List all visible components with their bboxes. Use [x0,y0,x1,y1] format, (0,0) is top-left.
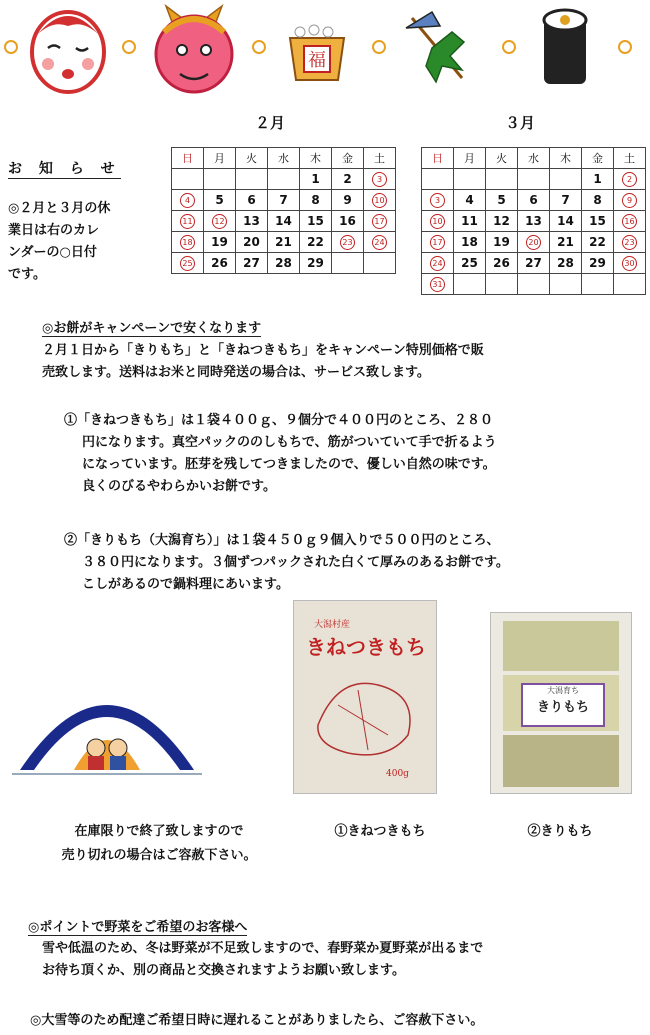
weekday-header: 土 [614,148,646,169]
closed-day-circle: 23 [340,235,355,250]
calendar-day: 27 [518,253,550,274]
kinetsuki-pack-sub: 大潟村産 [314,620,351,630]
calendar-day: 13 [518,211,550,232]
item1-line: 円になります。真空パックののしもちで、筋がついていて手で折るよう [82,435,497,450]
closed-day-circle: 10 [372,193,387,208]
closed-day-circle: 12 [212,214,227,229]
ehomaki-roll-icon [540,8,590,90]
weekday-header: 月 [204,148,236,169]
mar-title: ３月 [505,114,536,132]
calendar-day: 20 [236,232,268,253]
weekday-header: 金 [582,148,614,169]
mochi-block [503,735,619,787]
decor-dot [618,40,632,54]
calendar-day: 12 [486,211,518,232]
closed-day-circle: 24 [372,235,387,250]
closed-day-circle: 10 [430,214,445,229]
fuku-masu-icon [284,24,350,82]
weekday-header: 木 [300,148,332,169]
calendar-day: 9 [332,190,364,211]
item1-line: 良くのびるやわらかいお餅です。 [82,479,276,494]
weekday-header: 火 [236,148,268,169]
weekday-header: 土 [364,148,396,169]
closed-day-circle: 2 [622,172,637,187]
mar-calendar [421,147,646,295]
item2-line: ②「きりもち（大潟育ち）」は１袋４５０ｇ９個入りで５００円のところ、 [64,533,500,548]
calendar-day [614,232,646,253]
calendar-day: 15 [300,211,332,232]
notice-text [8,198,160,286]
calendar-day [236,169,268,190]
calendar-day: 2 [332,169,364,190]
calendar-day [422,253,454,274]
kinetsuki-caption: ①きねつきもち [334,824,426,839]
calendar-day [422,232,454,253]
holly-sardine-icon [402,8,474,90]
calendar-day: 29 [582,253,614,274]
calendar-day: 5 [486,190,518,211]
weekday-header: 金 [332,148,364,169]
calendar-day: 18 [454,232,486,253]
calendar-day [518,169,550,190]
decor-dot [372,40,386,54]
calendar-day [486,274,518,295]
kirimochi-pack-sub: 大潟育ち [547,686,579,695]
calendar-day [582,274,614,295]
calendar-day [454,169,486,190]
calendar-day: 1 [300,169,332,190]
weekday-header: 月 [454,148,486,169]
vegetables-line: お待ち頂くか、別の商品と交換されますようお願い致します。 [42,963,405,978]
closed-day-circle: 20 [526,235,541,250]
calendar-day [172,253,204,274]
decor-dot [122,40,136,54]
closed-day-circle: 3 [430,193,445,208]
calendar-day [614,190,646,211]
calendar-day: 14 [550,211,582,232]
calendar-day: 6 [518,190,550,211]
closed-day-circle: 18 [180,235,195,250]
kirimochi-label [521,683,605,727]
stock-caption [14,820,304,868]
closed-day-circle: 16 [622,214,637,229]
calendar-day [332,232,364,253]
notice-line: です。 [8,267,46,282]
calendar-day [364,211,396,232]
calendar-day [172,211,204,232]
kamakura-snow-hut-icon [12,670,202,780]
stock-caption-line: 売り切れの場合はご容赦下さい。 [61,848,257,863]
calendar-day [614,211,646,232]
campaign-item2 [64,530,509,596]
calendar-day [364,232,396,253]
calendar-day: 19 [486,232,518,253]
mochi-block [503,621,619,671]
campaign-intro-line: ２月１日から「きりもち」と「きねつきもち」をキャンペーン特別価格で販 [42,343,484,358]
item1-line: ①「きねつきもち」は１袋４００ｇ、９個分で４００円のところ、２８０ [64,413,494,428]
calendar-day [268,169,300,190]
calendar-day: 5 [204,190,236,211]
notice-line: ンダーの○日付 [8,245,97,260]
calendar-day [364,190,396,211]
vegetables-heading: ◎ポイントで野菜をご希望のお客様へ [28,916,247,936]
closed-day-circle: 17 [430,235,445,250]
calendar-day: 13 [236,211,268,232]
calendar-day [614,274,646,295]
campaign-intro [42,340,484,384]
calendar-day [422,169,454,190]
closed-day-circle: 23 [622,235,637,250]
calendar-day [422,190,454,211]
calendar-day [204,211,236,232]
calendar-day: 7 [550,190,582,211]
weekday-header: 日 [172,148,204,169]
closed-day-circle: 4 [180,193,195,208]
calendar-day [614,169,646,190]
weekday-header: 木 [550,148,582,169]
notice-title: お 知 ら せ [8,158,121,179]
calendar-day: 22 [582,232,614,253]
closed-day-circle: 25 [180,256,195,271]
calendar-day [422,211,454,232]
calendar-day: 11 [454,211,486,232]
calendar-day: 28 [268,253,300,274]
notice-line: ◎２月と３月の休 [8,201,111,216]
calendar-day [332,253,364,274]
footer-note: ◎大雪等のため配達ご希望日時に遅れることがありましたら、ご容赦下さい。 [30,1013,484,1028]
calendar-day: 28 [550,253,582,274]
calendar-day: 27 [236,253,268,274]
item1-line: になっています。胚芽を残してつきましたので、優しい自然の味です。 [82,457,496,472]
calendar-day: 7 [268,190,300,211]
oni-mask-icon [152,4,236,96]
calendar-day [454,274,486,295]
campaign-item1 [64,410,497,498]
kirimochi-photo [490,612,632,794]
closed-day-circle: 3 [372,172,387,187]
calendar-day: 21 [268,232,300,253]
calendar-day: 6 [236,190,268,211]
kirimochi-caption: ②きりもち [527,824,593,839]
weekday-header: 水 [518,148,550,169]
campaign-intro-line: 売致します。送料はお米と同時発送の場合は、サービス致します。 [42,365,430,380]
calendar-day: 16 [332,211,364,232]
calendar-day: 22 [300,232,332,253]
closed-day-circle: 24 [430,256,445,271]
calendar-day: 19 [204,232,236,253]
calendar-day [550,274,582,295]
decor-dot [4,40,18,54]
calendar-day: 8 [300,190,332,211]
calendar-day: 15 [582,211,614,232]
kinetsuki-pack-title: きねつきもち [306,635,426,659]
campaign-heading: ◎お餅がキャンペーンで安くなります [42,317,261,337]
calendar-day [172,169,204,190]
calendar-day [486,169,518,190]
feb-title: ２月 [255,114,286,132]
calendar-day: 26 [486,253,518,274]
kinetsuki-mochi-photo [293,600,437,794]
calendar-day: 25 [454,253,486,274]
weekday-header: 水 [268,148,300,169]
calendar-day [172,190,204,211]
calendar-day [550,169,582,190]
kinetsuki-pack-weight: 400g [386,769,409,779]
closed-day-circle: 31 [430,277,445,292]
kirimochi-pack-title: きりもち [536,700,589,715]
calendar-day [422,274,454,295]
svg-text:福: 福 [308,50,326,71]
closed-day-circle: 11 [180,214,195,229]
vegetables-line: 雪や低温のため、冬は野菜が不足致しますので、春野菜か夏野菜が出るまで [42,941,484,956]
calendar-day [614,253,646,274]
calendar-day: 29 [300,253,332,274]
closed-day-circle: 30 [622,256,637,271]
calendar-day [518,274,550,295]
item2-line: こしがあるので鍋料理にあいます。 [82,577,289,592]
notice-line: 業日は右のカレ [8,223,100,238]
weekday-header: 火 [486,148,518,169]
map-illustration-icon [308,665,422,765]
decor-dot [502,40,516,54]
calendar-day [364,253,396,274]
calendar-day: 21 [550,232,582,253]
calendar-day [172,232,204,253]
item2-line: ３８０円になります。３個ずつパックされた白くて厚みのあるお餅です。 [82,555,509,570]
closed-day-circle: 9 [622,193,637,208]
vegetables-text [42,938,483,982]
calendar-day: 4 [454,190,486,211]
calendar-day: 14 [268,211,300,232]
stock-caption-line: 在庫限りで終了致しますので [74,824,244,839]
calendar-day [204,169,236,190]
calendar-day [518,232,550,253]
decor-dot [252,40,266,54]
feb-calendar [171,147,396,274]
calendar-day: 26 [204,253,236,274]
calendar-day: 8 [582,190,614,211]
closed-day-circle: 17 [372,214,387,229]
calendar-day: 1 [582,169,614,190]
calendar-day [364,169,396,190]
weekday-header: 日 [422,148,454,169]
okame-mask-icon [28,4,108,94]
